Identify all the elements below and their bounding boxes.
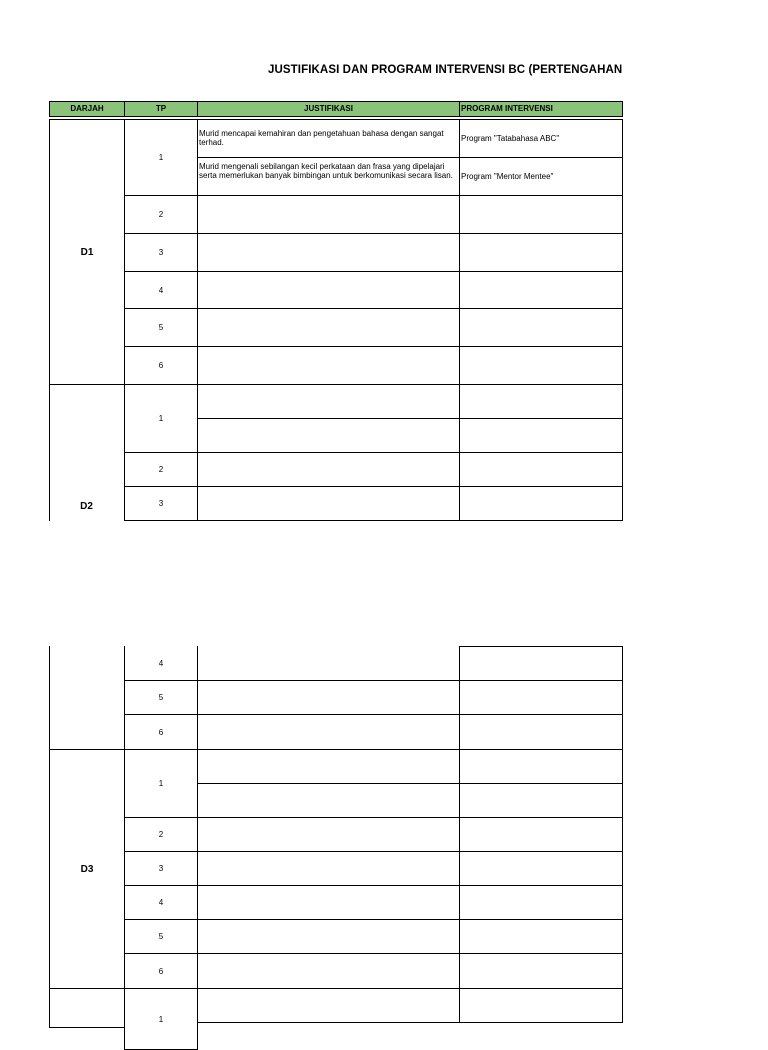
tp-label: 5: [158, 693, 164, 702]
tp-label: 2: [158, 465, 164, 474]
tp-label: 3: [158, 499, 164, 508]
program-cell: [459, 418, 623, 453]
justifikasi-cell: [197, 308, 460, 347]
tp-label: 4: [158, 898, 164, 907]
program-cell: [459, 749, 623, 784]
justifikasi-cell: [197, 119, 460, 158]
program-cell: [459, 885, 623, 920]
program-cell: [459, 384, 623, 419]
darjah-cell-d2: [49, 384, 125, 521]
tp-cell: [124, 195, 198, 234]
darjah-label-d2: D2: [80, 501, 93, 512]
tp-cell: [124, 680, 198, 715]
tp-label: 6: [158, 361, 164, 370]
justifikasi-cell: [197, 817, 460, 852]
tp-label: 5: [158, 323, 164, 332]
tp-label: 3: [158, 248, 164, 257]
justifikasi-cell: [197, 195, 460, 234]
program-cell: [459, 680, 623, 715]
program-text: Program "Tatabahasa ABC": [461, 134, 560, 143]
tp-cell: [124, 919, 198, 954]
tp-cell: [124, 271, 198, 309]
program-cell: [459, 783, 623, 818]
justifikasi-cell: [197, 919, 460, 954]
justifikasi-cell: [197, 851, 460, 886]
program-cell: [459, 195, 623, 234]
tp-cell: [124, 646, 198, 681]
program-cell: [459, 953, 623, 989]
tp-cell: [124, 384, 198, 453]
tp-label: 6: [158, 966, 164, 976]
justifikasi-cell: [197, 953, 460, 989]
justifikasi-cell: [197, 486, 460, 521]
program-cell: [459, 851, 623, 886]
tp-cell: [124, 817, 198, 852]
justifikasi-cell: [197, 271, 460, 309]
program-cell: [459, 452, 623, 487]
tp-cell: [124, 486, 198, 521]
program-cell: [459, 486, 623, 521]
darjah-left-border: [49, 646, 50, 750]
justifikasi-cell: [197, 346, 460, 385]
tp-cell: [124, 119, 198, 196]
tp-label: 2: [158, 830, 164, 839]
justifikasi-text: Murid mengenali sebilangan kecil perkataan dan frasa yang dipelajari serta memerlukan banyak bimbingan untuk berkomunikasi secara lisan.: [199, 162, 453, 180]
justifikasi-cell: [197, 452, 460, 487]
header-justifikasi: JUSTIFIKASI: [197, 101, 460, 117]
tp-label: 1: [158, 153, 164, 162]
tp-cell: [124, 749, 198, 818]
tp-label: 3: [158, 864, 164, 873]
justifikasi-cell: [197, 749, 460, 784]
justifikasi-cell: [197, 885, 460, 920]
tp-cell: [124, 953, 198, 989]
tp-label: 2: [158, 210, 164, 219]
program-cell: [459, 346, 623, 385]
tp-cell: [124, 346, 198, 385]
justifikasi-cell: [197, 384, 460, 419]
tp-label: 1: [158, 1014, 164, 1024]
tp-cell: [124, 988, 198, 1050]
justifikasi-cell: [197, 680, 460, 715]
tp-label: 1: [158, 414, 164, 423]
darjah-cell-d4: [49, 988, 125, 1028]
justifikasi-cell: [197, 783, 460, 818]
program-cell: [459, 817, 623, 852]
justifikasi-cell: [197, 714, 460, 750]
tp-cell: [124, 308, 198, 347]
justifikasi-cell: [197, 646, 460, 681]
darjah-label-d3: D3: [80, 863, 94, 875]
program-cell: [459, 919, 623, 954]
program-cell: [459, 119, 623, 158]
program-cell: [459, 233, 623, 272]
darjah-label-d1: D1: [80, 246, 94, 258]
darjah-left-border: [49, 384, 50, 521]
justifikasi-cell: [197, 157, 460, 196]
darjah-cell-d3: [49, 749, 125, 989]
tp-label: 6: [158, 727, 164, 737]
justifikasi-text: Murid mencapai kemahiran dan pengetahuan bahasa dengan sangat terhad.: [199, 129, 444, 147]
program-cell: [459, 988, 623, 1023]
tp-cell: [124, 851, 198, 886]
tp-label: 1: [158, 779, 164, 788]
header-darjah: DARJAH: [49, 101, 125, 117]
tp-label: 4: [158, 658, 164, 668]
justifikasi-cell: [197, 988, 460, 1023]
tp-label: 5: [158, 932, 164, 941]
header-program-intervensi: PROGRAM INTERVENSI: [459, 101, 623, 117]
program-cell: [459, 714, 623, 750]
header-tp: TP: [124, 101, 198, 117]
justifikasi-cell: [197, 233, 460, 272]
program-cell: [459, 646, 623, 681]
tp-cell: [124, 714, 198, 750]
page-title: JUSTIFIKASI DAN PROGRAM INTERVENSI BC (PERTENGAHAN: [268, 64, 623, 76]
tp-cell: [124, 452, 198, 487]
program-cell: [459, 271, 623, 309]
program-cell: [459, 157, 623, 196]
tp-label: 4: [158, 285, 164, 295]
program-cell: [459, 308, 623, 347]
darjah-cell-d1: [49, 119, 125, 385]
justifikasi-cell: [197, 418, 460, 453]
tp-cell: [124, 233, 198, 272]
program-text: Program "Mentor Mentee": [461, 172, 554, 181]
tp-cell: [124, 885, 198, 920]
